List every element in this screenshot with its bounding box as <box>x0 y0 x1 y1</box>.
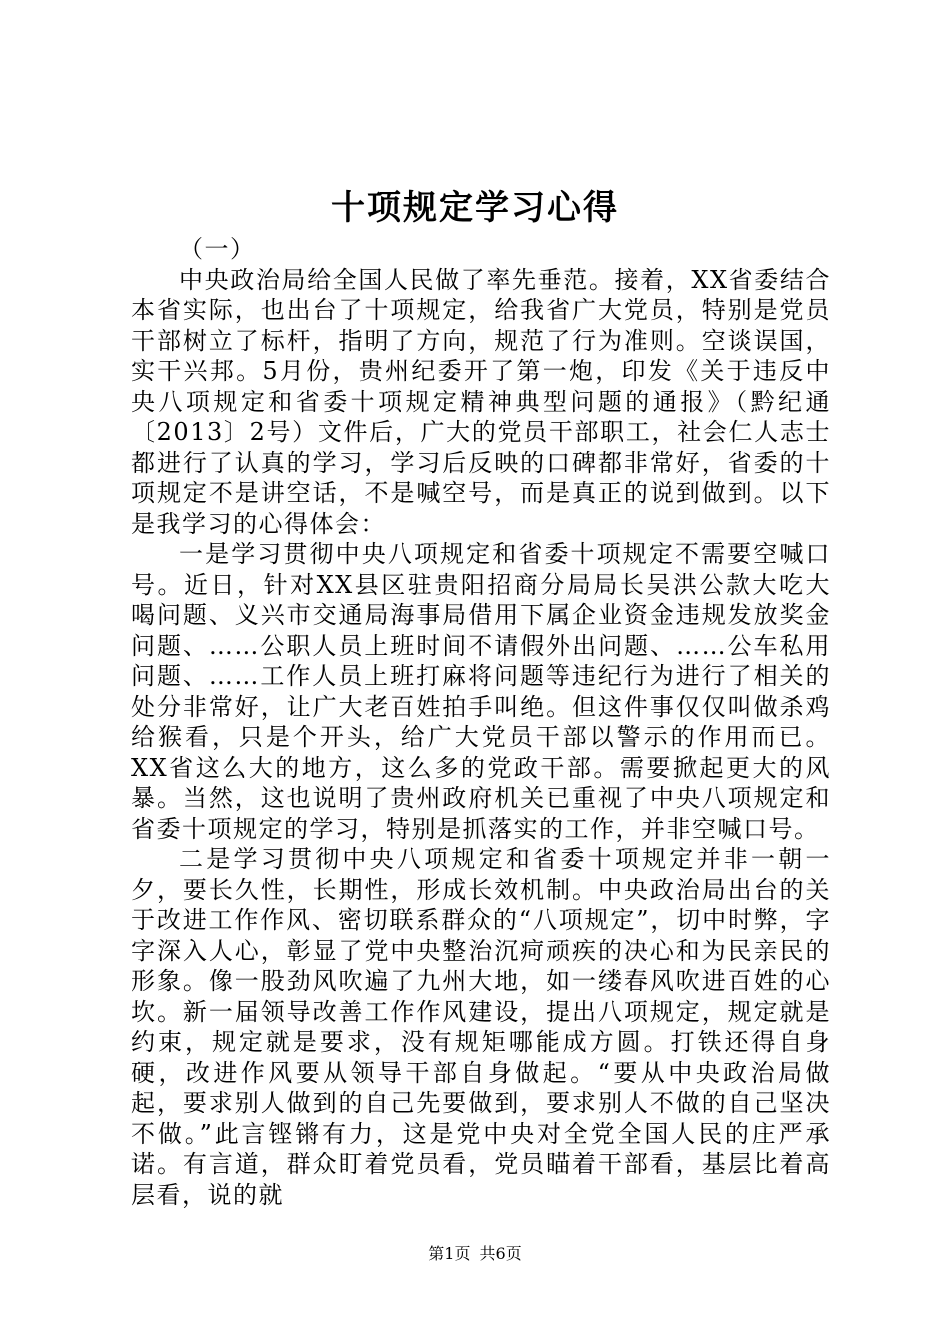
paragraph-point-two: 二是学习贯彻中央八项规定和省委十项规定并非一朝一夕，要长久性，长期性，形成长效机制。中央政治局出台的关于改进工作作风、密切联系群众的“八项规定”，切中时弊，字字深入人心，彰显了党中央整治沉疴顽疾的决心和为民亲民的形象。像一股劲风吹遍了九州大地，如一缕春风吹进百姓的心坎。新一届领导改善工作作风建设，提出八项规定，规定就是约束，规定就是要求，没有规矩哪能成方圆。打铁还得自身硬，改进作风要从领导干部自身做起。“要从中央政治局做起，要求别人做到的自己先要做到，要求别人不做的自己坚决不做。”此言铿锵有力，这是党中央对全党全国人民的庄严承诺。有言道，群众盯着党员看，党员瞄着干部看，基层比着高层看，说的就 <box>131 845 831 1209</box>
document-title: 十项规定学习心得 <box>331 188 619 228</box>
page-number-current: 第1页 <box>428 1244 471 1263</box>
page-number-total: 共6页 <box>479 1244 522 1263</box>
document-body <box>131 234 831 1210</box>
page-footer <box>0 1241 950 1264</box>
paragraph-point-one: 一是学习贯彻中央八项规定和省委十项规定不需要空喊口号。近日，针对XX县区驻贵阳招商分局局长吴洪公款大吃大喝问题、义兴市交通局海事局借用下属企业资金违规发放奖金问题、……公职人员上班时间不请假外出问题、……公车私用问题、……工作人员上班打麻将问题等违纪行为进行了相关的处分非常好，让广大老百姓拍手叫绝。但这件事仅仅叫做杀鸡给猴看，只是个开头，给广大党员干部以警示的作用而已。XX省这么大的地方，这么多的党政干部。需要掀起更大的风暴。当然，这也说明了贵州政府机关已重视了中央八项规定和省委十项规定的学习，特别是抓落实的工作，并非空喊口号。 <box>131 540 831 843</box>
paragraph-intro: 中央政治局给全国人民做了率先垂范。接着，XX省委结合本省实际，也出台了十项规定，给我省广大党员，特别是党员干部树立了标杆，指明了方向，规范了行为准则。空谈误国，实干兴邦。5月份，贵州纪委开了第一炮，印发《关于违反中央八项规定和省委十项规定精神典型问题的通报》（黔纪通〔2013〕2号）文件后，广大的党员干部职工，社会仁人志士都进行了认真的学习，学习后反映的口碑都非常好，省委的十项规定不是讲空话，不是喊空号，而是真正的说到做到。以下是我学习的心得体会： <box>131 265 831 538</box>
section-label: （一） <box>179 235 256 263</box>
